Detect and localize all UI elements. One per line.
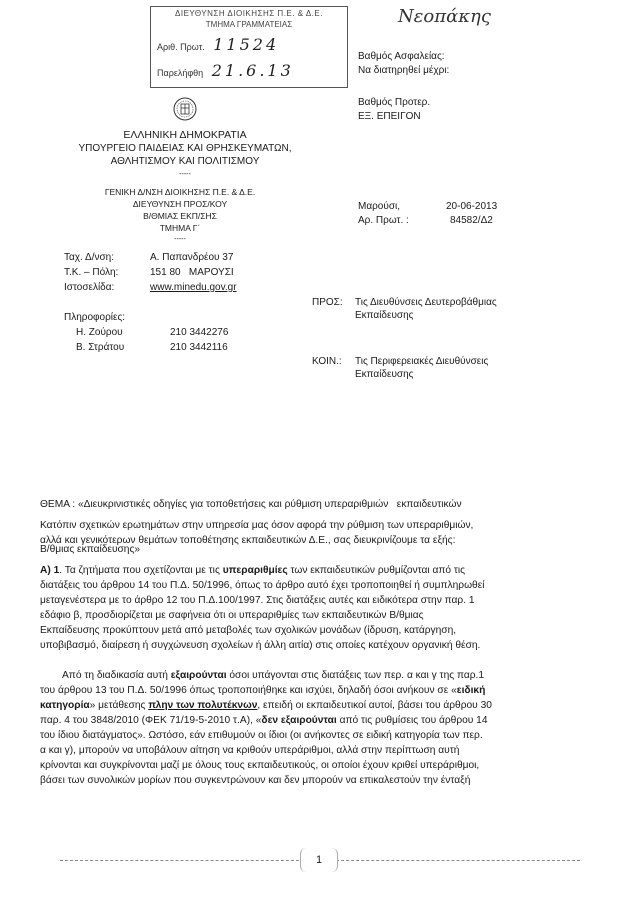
- para2-line-7: κρίνονται και συγκρίνονται μαζί με όλους τους εκπαιδευτικούς, οι οποίοι έχουν κριθεί υπεράριθμοι,: [40, 760, 480, 771]
- place-label: Μαρούσι,: [358, 201, 401, 212]
- section-a-line-1: [40, 563, 600, 578]
- para2-line-3: [40, 698, 600, 713]
- intro-line-2: αλλά και γενικότερων θεμάτων τοποθέτησης εκπαιδευτικών Δ.Ε., σας διευκρινίζουμε τα εξής:: [40, 535, 456, 546]
- para2-line-6: α και γ), μπορούν να υποβάλουν αίτηση να κριθούν υπεράριθμοι, αλλά στην περίπτωση αυτή: [40, 745, 460, 756]
- para2-keyword-excluded: εξαιρούνται: [170, 670, 227, 681]
- contact-phone-2: 210 3442116: [170, 342, 228, 353]
- protocol-label: Αρ. Πρωτ. :: [358, 215, 409, 226]
- to-line-1: Τις Διευθύνσεις Δευτεροβάθμιας: [355, 297, 497, 308]
- intro-line-1: Κατόπιν σχετικών ερωτημάτων στην υπηρεσία μας όσον αφορά την ρύθμιση των υπεραριθμιών,: [40, 520, 474, 531]
- stamp-protocol-label: Αριθ. Πρωτ.: [157, 42, 205, 52]
- contact-phone-1: 210 3442276: [170, 327, 229, 338]
- department-line-3: Β/ΘΜΙΑΣ ΕΚΠ/ΣΗΣ: [143, 211, 217, 221]
- received-stamp: [150, 6, 348, 88]
- zip-value: 151 80 ΜΑΡΟΥΣΙ: [150, 267, 234, 278]
- contact-person-2: Β. Στράτου: [76, 342, 125, 353]
- stamp-protocol-value: 11524: [213, 35, 280, 54]
- para2-text-4a: παρ. 4 του 3848/2010 (ΦΕΚ 71/19-5-2010 τ.Α), «: [40, 715, 262, 726]
- address-value: Α. Παπανδρέου 37: [150, 252, 234, 263]
- section-a-number: Α) 1: [40, 565, 60, 576]
- issuer-line-3: ΑΘΛΗΤΙΣΜΟΥ ΚΑΙ ΠΟΛΙΤΙΣΜΟΥ: [110, 156, 260, 167]
- issuer-header: [40, 129, 330, 181]
- priority-value: ΕΞ. ΕΠΕΙΓΟΝ: [358, 111, 421, 122]
- para2-line-4: [40, 713, 600, 728]
- stamp-line-2: ΤΜΗΜΑ ΓΡΑΜΜΑΤΕΙΑΣ: [205, 20, 293, 29]
- info-label: Πληροφορίες:: [64, 312, 126, 323]
- protocol-number: 84582/Δ2: [450, 215, 493, 226]
- page-number: 1: [300, 848, 338, 872]
- para2-keyword-not-excluded: δεν εξαιρούνται: [261, 715, 337, 726]
- priority-label: Βαθμός Προτερ.: [358, 97, 431, 108]
- para2-text-3d: , επειδή οι εκπαιδευτικοί αυτοί, βάσει του άρθρου 30: [257, 700, 492, 711]
- para2-keyword-special: ειδική: [456, 685, 486, 696]
- stamp-received-value: 21.6.13: [211, 61, 294, 80]
- cc-line-1: Τις Περιφερειακές Διευθύνσεις: [355, 356, 489, 367]
- section-a-line-3: μεταγενέστερα με το άρθρο 12 του Π.Δ.100/1997. Στις διατάξεις αυτές και ειδικότερα στην παρ. 1: [40, 595, 475, 606]
- department-separator: -----: [174, 236, 186, 243]
- section-a-line-5: Εκπαίδευσης προκύπτουν μετά από μεταβολές των σχολικών μονάδων (ίδρυση, κατάργηση,: [40, 625, 457, 636]
- section-a-text-1a: . Τα ζητήματα που σχετίζονται με τις: [59, 565, 223, 576]
- stamp-received-label: Παρελήφθη: [157, 68, 204, 78]
- para2-line-2: [40, 683, 600, 698]
- subject-line-2: Β/θμιας εκπαίδευσης»: [40, 544, 141, 555]
- subject-line-1: [40, 497, 600, 512]
- section-a-line-2: διατάξεις του άρθρου 14 του Π.Δ. 50/1996, όπως το άρθρο αυτό έχει τροποποιηθεί ή συμπληρωθεί: [40, 580, 485, 591]
- para2-keyword-except: πλην των πολυτέκνων: [148, 700, 258, 711]
- cc-recipients: [355, 355, 488, 381]
- to-recipients: [355, 296, 497, 322]
- subject-text-1: «Διευκρινιστικές οδηγίες για τοποθετήσεις και ρύθμιση υπεραριθμιών εκπαιδευτικών: [77, 499, 462, 510]
- intro-paragraph: [40, 518, 600, 548]
- para2-text-3b: » μετάθεσης: [89, 700, 149, 711]
- to-line-2: Εκπαίδευσης: [355, 310, 414, 321]
- section-a-keyword: υπεραριθμίες: [222, 565, 288, 576]
- department-line-1: ΓΕΝΙΚΗ Δ/ΝΣΗ ΔΙΟΙΚΗΣΗΣ Π.Ε. & Δ.Ε.: [104, 187, 256, 197]
- section-a-paragraph: [40, 563, 600, 653]
- para2-line-8: βάσει των συνολικών μορίων που συγκεντρώνουν και δεν μπορούν να επικαλεστούν την ένταξή: [40, 775, 471, 786]
- para2-line-1: [40, 668, 600, 683]
- para2-text-4c: από τις ρυθμίσεις του άρθρου 14: [336, 715, 488, 726]
- cc-line-2: Εκπαίδευσης: [355, 369, 414, 380]
- department-line-2: ΔΙΕΥΘΥΝΣΗ ΠΡΟΣ/ΚΟΥ: [132, 199, 228, 209]
- subject-label: ΘΕΜΑ :: [40, 499, 76, 510]
- exemption-paragraph: [40, 668, 600, 788]
- stamp-received: [157, 61, 294, 80]
- security-grade-label: Βαθμός Ασφαλείας:: [358, 51, 445, 62]
- stamp-line-1: ΔΙΕΥΘΥΝΣΗ ΔΙΟΙΚΗΣΗΣ Π.Ε. & Δ.Ε.: [175, 9, 323, 18]
- zip-label: Τ.Κ. – Πόλη:: [64, 267, 119, 278]
- address-label: Ταχ. Δ/νση:: [64, 252, 115, 263]
- issuer-line-2: ΥΠΟΥΡΓΕΙΟ ΠΑΙΔΕΙΑΣ ΚΑΙ ΘΡΗΣΚΕΥΜΑΤΩΝ,: [78, 143, 292, 154]
- department-block: [60, 186, 300, 246]
- para2-line-5: του ίδιου διατάγματος». Ωστόσο, εάν επιθυμούν οι ίδιοι (οι ανήκοντες σε ειδική κατηγορία των περ.: [40, 730, 483, 741]
- website-label: Ιστοσελίδα:: [64, 282, 115, 293]
- para2-text-2a: του άρθρου 13 του Π.Δ. 50/1996 όπως τροποποιήθηκε και ισχύει, δηλαδή όσοι ανήκουν σε «: [40, 685, 457, 696]
- cc-label: ΚΟΙΝ.:: [312, 356, 342, 367]
- website-link[interactable]: www.minedu.gov.gr: [150, 282, 237, 293]
- para2-text-1a: Από τη διαδικασία αυτή: [62, 670, 171, 681]
- coat-of-arms-icon: [170, 96, 200, 122]
- para2-keyword-category: κατηγορία: [40, 700, 90, 711]
- para2-text-1c: όσοι υπάγονται στις διατάξεις των περ. α και γ της παρ.1: [226, 670, 485, 681]
- keep-until-label: Να διατηρηθεί μέχρι:: [358, 65, 450, 76]
- to-label: ΠΡΟΣ:: [312, 297, 343, 308]
- section-a-line-4: εδάφιο β, προσδιορίζεται με σαφήνεια ότι οι υπεραριθμίες των εκπαιδευτικών Β/θμιας: [40, 610, 424, 621]
- section-a-text-1c: των εκπαιδευτικών ρυθμίζονται από τις: [287, 565, 466, 576]
- stamp-protocol: [157, 35, 279, 54]
- handwritten-note: Νεοπάκης: [398, 6, 491, 27]
- document-date: 20-06-2013: [446, 201, 498, 212]
- department-line-4: ΤΜΗΜΑ Γ΄: [159, 223, 201, 233]
- issuer-separator: -----: [179, 171, 191, 178]
- section-a-line-6: υποβιβασμό, διαίρεση ή συγχώνευση σχολείων ή άλλη αιτία) στις οποίες κατέχουν οργανική θέση.: [40, 640, 481, 651]
- contact-person-1: Η. Ζούρου: [76, 327, 123, 338]
- issuer-line-1: ΕΛΛΗΝΙΚΗ ΔΗΜΟΚΡΑΤΙΑ: [123, 129, 247, 141]
